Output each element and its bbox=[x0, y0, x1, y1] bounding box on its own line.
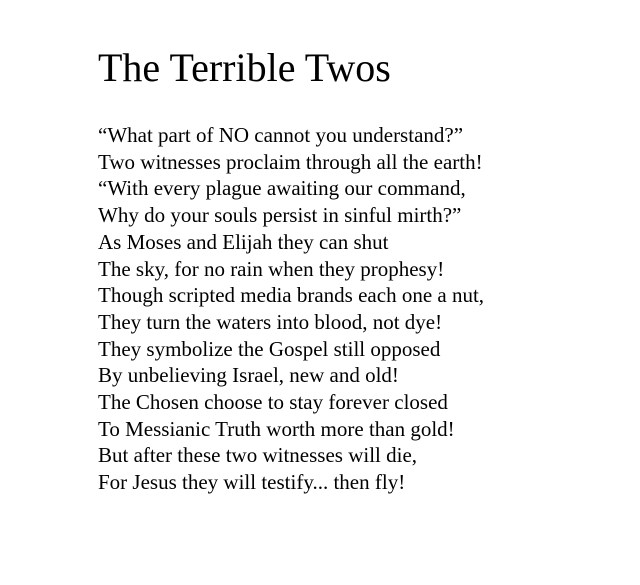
poem-line: Though scripted media brands each one a nut, bbox=[98, 283, 485, 308]
poem-title: The Terrible Twos bbox=[98, 45, 391, 90]
poem-line: They symbolize the Gospel still opposed bbox=[98, 336, 441, 361]
poem-line: “With every plague awaiting our command, bbox=[98, 176, 466, 201]
poem-line: They turn the waters into blood, not dye! bbox=[98, 309, 443, 334]
poem-line: By unbelieving Israel, new and old! bbox=[98, 363, 399, 388]
poem-body bbox=[98, 122, 484, 496]
poem-line: The sky, for no rain when they prophesy! bbox=[98, 256, 445, 281]
poem-line: Two witnesses proclaim through all the earth! bbox=[98, 149, 483, 174]
poem-line: Why do your souls persist in sinful mirth?” bbox=[98, 203, 462, 228]
poem-line: For Jesus they will testify... then fly! bbox=[98, 470, 406, 495]
poem-line: To Messianic Truth worth more than gold! bbox=[98, 416, 455, 441]
poem-line: The Chosen choose to stay forever closed bbox=[98, 390, 448, 415]
poem-line: “What part of NO cannot you understand?” bbox=[98, 123, 464, 147]
poem-line: But after these two witnesses will die, bbox=[98, 443, 418, 468]
poem-line: As Moses and Elijah they can shut bbox=[98, 229, 389, 254]
